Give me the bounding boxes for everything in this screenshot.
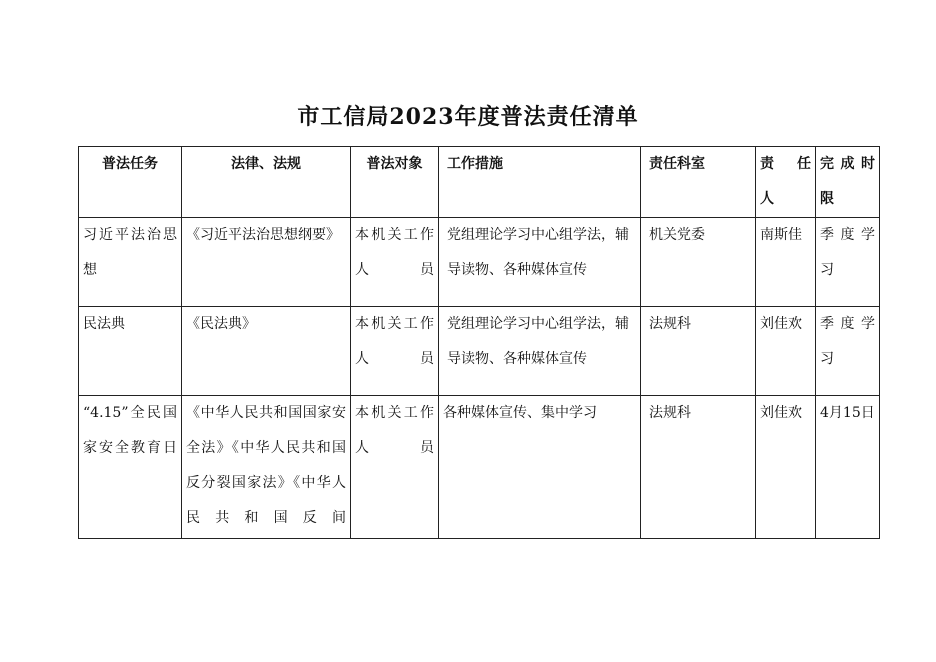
cell-office: 法规科 [641,396,756,539]
header-measures: 工作措施 [439,147,641,218]
cell-task: 习近平法治思想 [79,218,182,307]
header-person: 责 任 人 [756,147,816,218]
responsibility-table [78,146,880,539]
cell-measures: 各种媒体宣传、集中学习 [439,396,641,539]
document-title: 市工信局2023年度普法责任清单 [297,104,639,130]
header-target: 普法对象 [351,147,439,218]
cell-task: “4.15”全民国家安全教育日 [79,396,182,539]
header-task: 普法任务 [79,147,182,218]
cell-task: 民法典 [79,307,182,396]
table-row [79,396,880,539]
cell-laws: 《中华人民共和国国家安全法》《中华人民共和国反分裂国家法》《中华人民共和国反间 [182,396,351,539]
cell-laws: 《习近平法治思想纲要》 [182,218,351,307]
cell-target: 本机关工作人员 [351,307,439,396]
table-row [79,218,880,307]
table-header-row [79,147,880,218]
cell-target: 本机关工作人员 [351,218,439,307]
cell-deadline: 4月15日 [816,396,880,539]
header-laws: 法律、法规 [182,147,351,218]
cell-laws: 《民法典》 [182,307,351,396]
cell-person: 刘佳欢 [756,396,816,539]
cell-measures: 党组理论学习中心组学法，辅导读物、各种媒体宣传 [439,307,641,396]
cell-person: 刘佳欢 [756,307,816,396]
cell-target: 本机关工作人员 [351,396,439,539]
cell-deadline: 季度学习 [816,218,880,307]
header-office: 责任科室 [641,147,756,218]
table-row [79,307,880,396]
header-deadline: 完 成 时限 [816,147,880,218]
cell-deadline: 季度学习 [816,307,880,396]
cell-office: 机关党委 [641,218,756,307]
cell-person: 南斯佳 [756,218,816,307]
cell-office: 法规科 [641,307,756,396]
cell-measures: 党组理论学习中心组学法，辅导读物、各种媒体宣传 [439,218,641,307]
